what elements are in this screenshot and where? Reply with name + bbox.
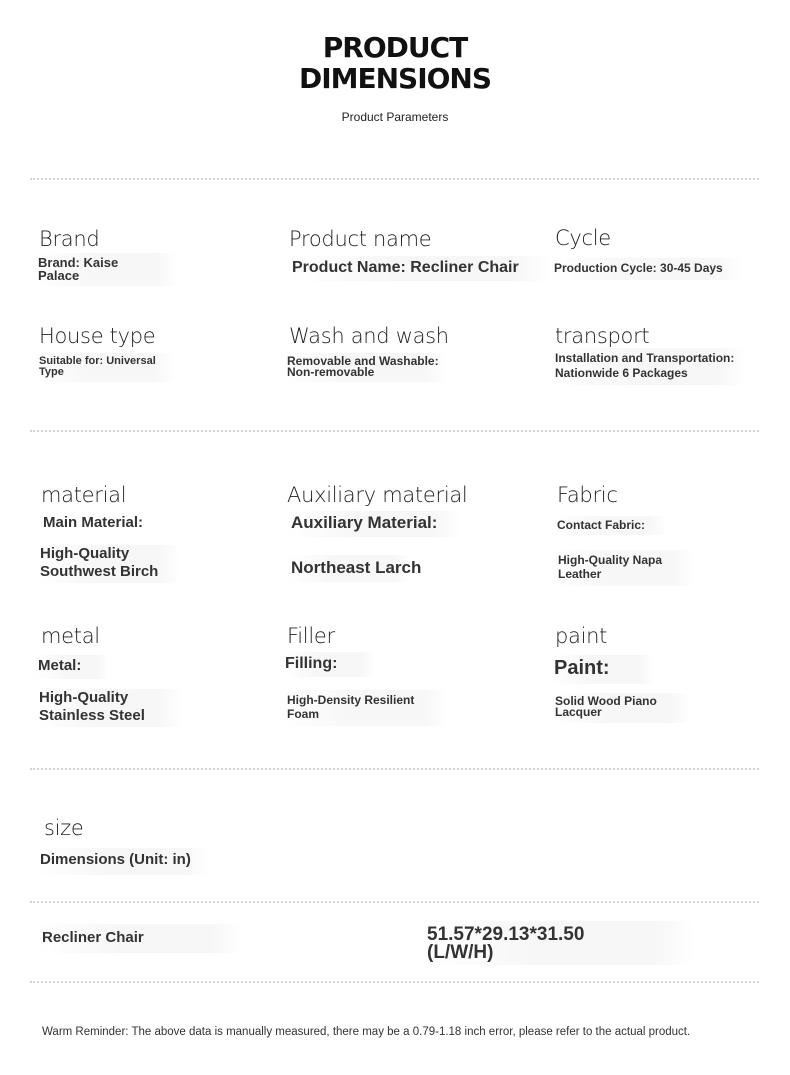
size-row-dimensions-line2: (L/W/H) (427, 942, 494, 963)
wash-value (283, 353, 447, 382)
brand-value (34, 253, 178, 286)
main-material-value-line1: High-Quality (40, 545, 130, 562)
paint-label: paint (555, 624, 608, 648)
brand-value-line2: Palace (38, 268, 80, 283)
filling-value-line1: High-Density Resilient (287, 693, 415, 707)
page-subtitle: Product Parameters (341, 110, 449, 124)
main-material-key: Main Material: (43, 514, 144, 531)
transport-label: transport (555, 324, 650, 348)
paint-key: Paint: (551, 655, 654, 684)
transport-value-line2: Nationwide 6 Packages (555, 366, 688, 380)
size-label: size (44, 816, 84, 840)
transport-value-line1: Installation and Transportation: (555, 351, 735, 365)
brand-label: Brand (39, 227, 100, 251)
warm-reminder: Warm Reminder: The above data is manually measured, there may be a 0.79-1.18 inch error, please refer to the actual product. (42, 1026, 691, 1038)
transport-value (551, 348, 747, 385)
divider-3 (30, 768, 759, 770)
cycle-value: Production Cycle: 30-45 Days (550, 258, 744, 280)
filling-value (283, 690, 447, 726)
wash-value-line2: Non-removable (287, 365, 375, 379)
contact-fabric-value (554, 550, 694, 586)
aux-material-key: Auxiliary Material: (286, 511, 461, 537)
metal-value-line1: High-Quality (39, 689, 129, 706)
aux-material-value: Northeast Larch (286, 555, 411, 582)
contact-fabric-value-line2: Leather (558, 567, 602, 581)
divider-5 (30, 981, 759, 983)
filler-label: Filler (287, 624, 335, 648)
house-type-label: House type (39, 324, 156, 348)
paint-value-line1: Solid Wood Piano (555, 694, 657, 708)
size-row-dimensions-line1: 51.57*29.13*31.50 (427, 924, 585, 945)
house-type-value-line2: Type (39, 366, 64, 378)
filling-value-line2: Foam (287, 707, 320, 721)
title-line-1: PRODUCT (322, 31, 468, 64)
aux-material-label: Auxiliary material (287, 483, 468, 507)
material-label: material (41, 483, 127, 507)
page-title (0, 32, 790, 94)
wash-label: Wash and wash (289, 324, 449, 348)
dimensions-subtitle: Dimensions (Unit: in) (36, 848, 210, 875)
contact-fabric-value-line1: High-Quality Napa (558, 553, 663, 567)
filling-key: Filling: (281, 652, 375, 677)
divider-4 (30, 901, 759, 903)
house-type-value-line1: Suitable for: Universal (39, 355, 156, 367)
main-material-value (36, 545, 180, 583)
fabric-label: Fabric (557, 483, 618, 507)
wash-value-line1: Removable and Washable: (287, 354, 439, 368)
cycle-label: Cycle (555, 226, 611, 250)
paint-value (551, 693, 691, 723)
metal-label: metal (41, 624, 100, 648)
title-line-2: DIMENSIONS (298, 62, 492, 95)
brand-value-line1: Brand: Kaise (38, 255, 119, 270)
contact-fabric-key: Contact Fabric: (553, 516, 667, 535)
house-type-value (35, 353, 175, 382)
metal-key: Metal: (34, 655, 108, 679)
product-name-value: Product Name: Recliner Chair (286, 256, 554, 281)
size-row-name: Recliner Chair (36, 924, 242, 953)
size-row-dimensions (422, 921, 695, 965)
divider-2 (30, 430, 759, 432)
paint-value-line2: Lacquer (555, 705, 602, 719)
main-material-value-line2: Southwest Birch (40, 563, 159, 580)
metal-value-line2: Stainless Steel (39, 707, 145, 724)
divider-1 (30, 178, 759, 180)
product-name-label: Product name (289, 227, 432, 251)
metal-value (35, 689, 181, 727)
